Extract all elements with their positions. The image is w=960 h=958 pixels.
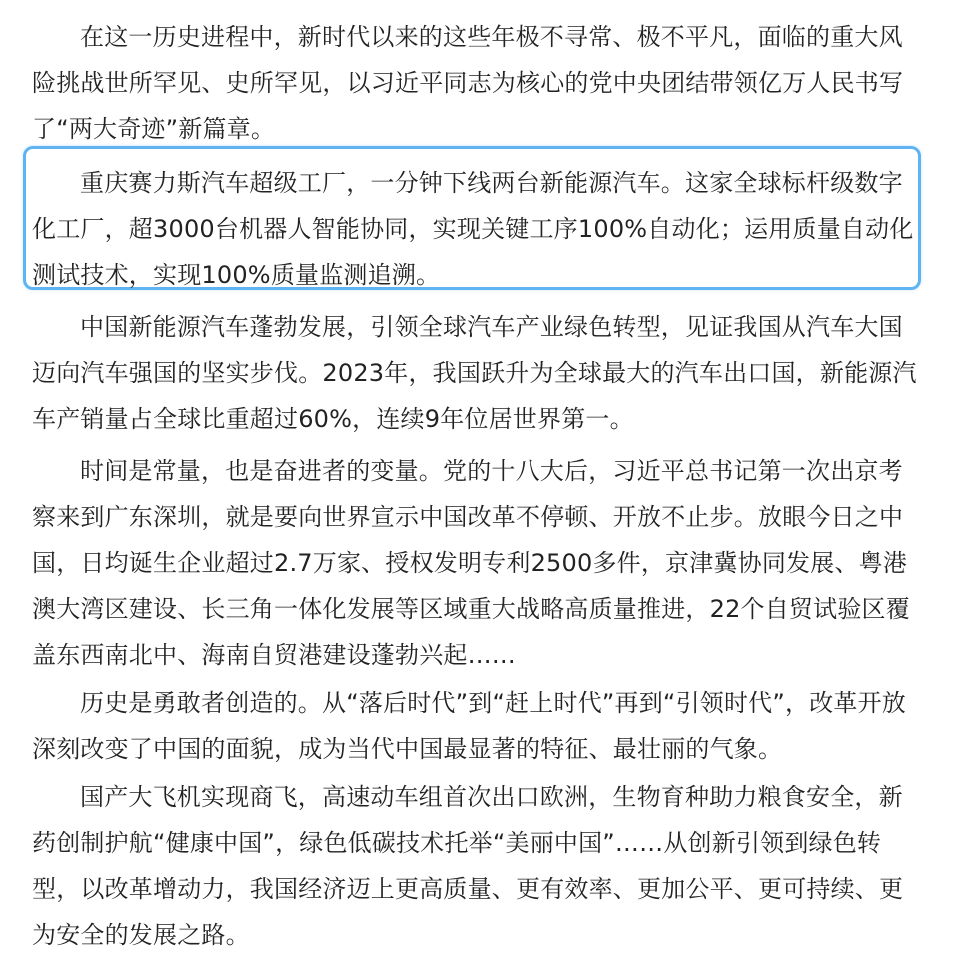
paragraph-4: 时间是常量，也是奋进者的变量。党的十八大后，习近平总书记第一次出京考察来到广东深圳，就是要向世界宣示中国改革不停顿、开放不止步。放眼今日之中国，日均诞生企业超过2.7万家、授权发明专利2500多件，京津冀协同发展、粤港澳大湾区建设、长三角一体化发展等区域重大战略高质量推进，22个自贸试验区覆盖东西南北中、海南自贸港建设蓬勃兴起…… <box>32 457 910 669</box>
paragraph-3: 中国新能源汽车蓬勃发展，引领全球汽车产业绿色转型，见证我国从汽车大国迈向汽车强国的坚实步伐。2023年，我国跃升为全球最大的汽车出口国，新能源汽车产销量占全球比重超过60%，连续9年位居世界第一。 <box>32 313 917 433</box>
paragraph-6: 国产大飞机实现商飞，高速动车组首次出口欧洲，生物育种助力粮食安全，新药创制护航“健康中国”，绿色低碳技术托举“美丽中国”……从创新引领到绿色转型，以改革增动力，我国经济迈上更高质量、更有效率、更加公平、更可持续、更为安全的发展之路。 <box>32 783 904 949</box>
paragraph-1: 在这一历史进程中，新时代以来的这些年极不寻常、极不平凡，面临的重大风险挑战世所罕见、史所罕见，以习近平同志为核心的党中央团结带领亿万人民书写了“两大奇迹”新篇章。 <box>32 23 904 143</box>
paragraph-5: 历史是勇敢者创造的。从“落后时代”到“赶上时代”再到“引领时代”，改革开放深刻改变了中国的面貌，成为当代中国最显著的特征、最壮丽的气象。 <box>32 689 906 763</box>
paragraph-2-highlighted: 重庆赛力斯汽车超级工厂，一分钟下线两台新能源汽车。这家全球标杆级数字化工厂，超3000台机器人智能协同，实现关键工序100%自动化；运用质量自动化测试技术，实现100%质量监测追溯。 <box>32 169 914 289</box>
